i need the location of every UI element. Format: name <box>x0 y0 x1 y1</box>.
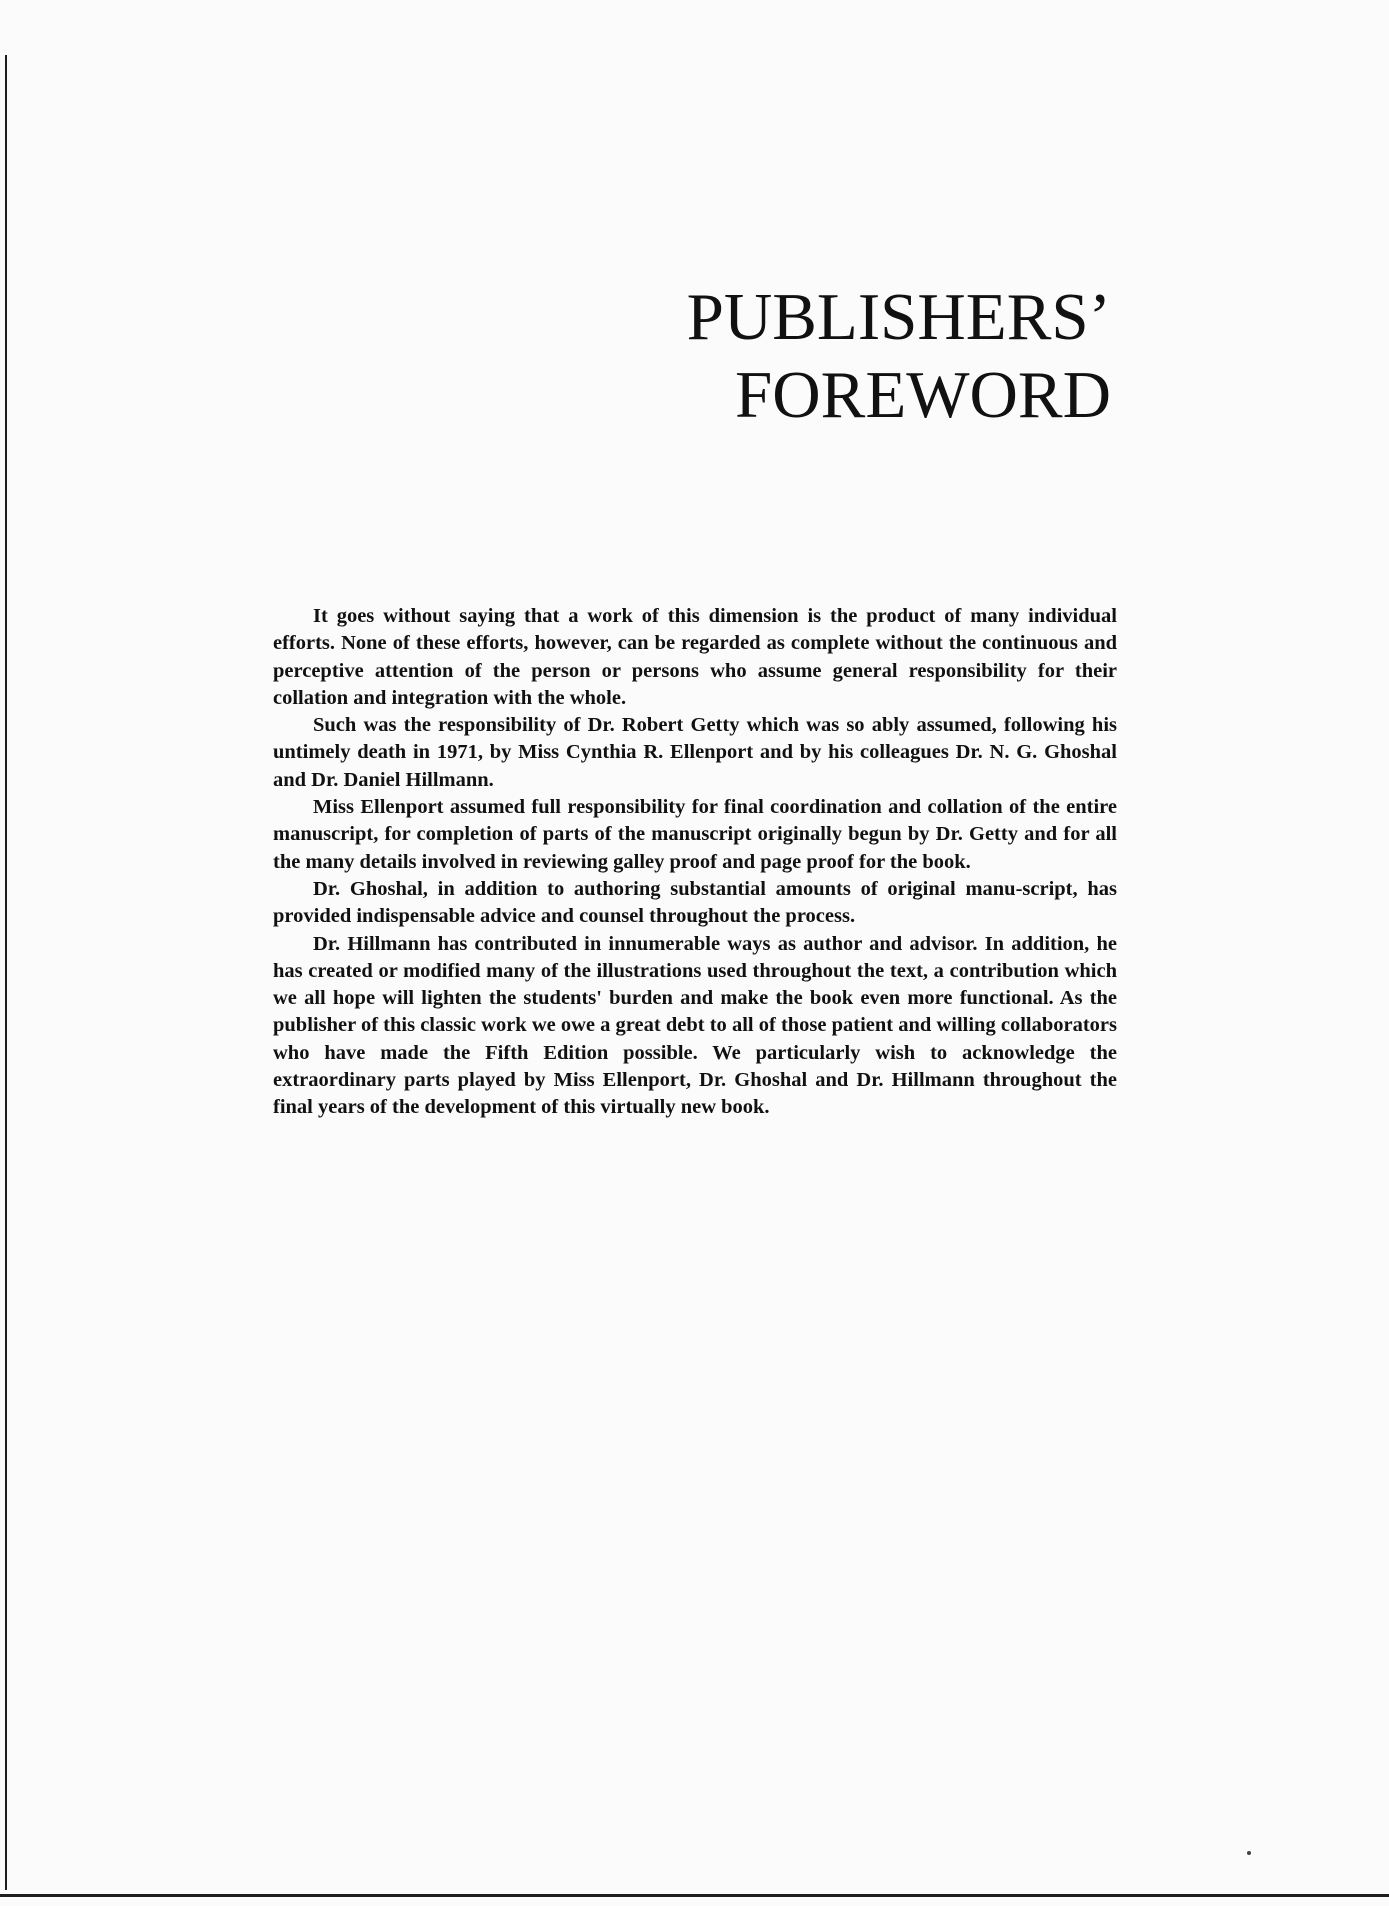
page-title <box>687 278 1111 434</box>
page-title-line-1: PUBLISHERS’ <box>686 280 1111 354</box>
paragraph-5: Dr. Hillmann has contributed in innumerable ways as author and advisor. In addition, he has created or modified many of the illustrations used throughout the text, a contribution which we all hope will lighten the students' burden and make the book even more functional. As the publisher of this classic work we owe a great debt to all of those patient and willing collaborators who have made the Fifth Edition possible. We particularly wish to acknowledge the extraordinary parts played by Miss Ellenport, Dr. Ghoshal and Dr. Hillmann throughout the final years of the development of this virtually new book. <box>273 932 1117 1119</box>
bottom-page-edge-line <box>0 1894 1389 1897</box>
paragraph-4: Dr. Ghoshal, in addition to authoring substantial amounts of original manu-script, has provided indispensable advice and counsel throughout the process. <box>273 877 1117 928</box>
left-page-edge-line <box>5 55 7 1890</box>
page-title-line-2: FOREWORD <box>735 358 1111 432</box>
scan-speck <box>1247 1851 1251 1855</box>
foreword-body <box>273 603 1117 1122</box>
paragraph-2: Such was the responsibility of Dr. Robert Getty which was so ably assumed, following his untimely death in 1971, by Miss Cynthia R. Ellenport and by his colleagues Dr. N. G. Ghoshal and Dr. Daniel Hillmann. <box>273 714 1117 791</box>
paragraph-3: Miss Ellenport assumed full responsibility for final coordination and collation of the entire manuscript, for completion of parts of the manuscript originally begun by Dr. Getty and for all the many details involved in reviewing galley proof and page proof for the book. <box>273 796 1117 873</box>
paragraph-1: It goes without saying that a work of this dimension is the product of many individual efforts. None of these efforts, however, can be regarded as complete without the continuous and perceptive attention of the person or persons who assume general responsibility for their collation and integration with the whole. <box>273 605 1117 709</box>
